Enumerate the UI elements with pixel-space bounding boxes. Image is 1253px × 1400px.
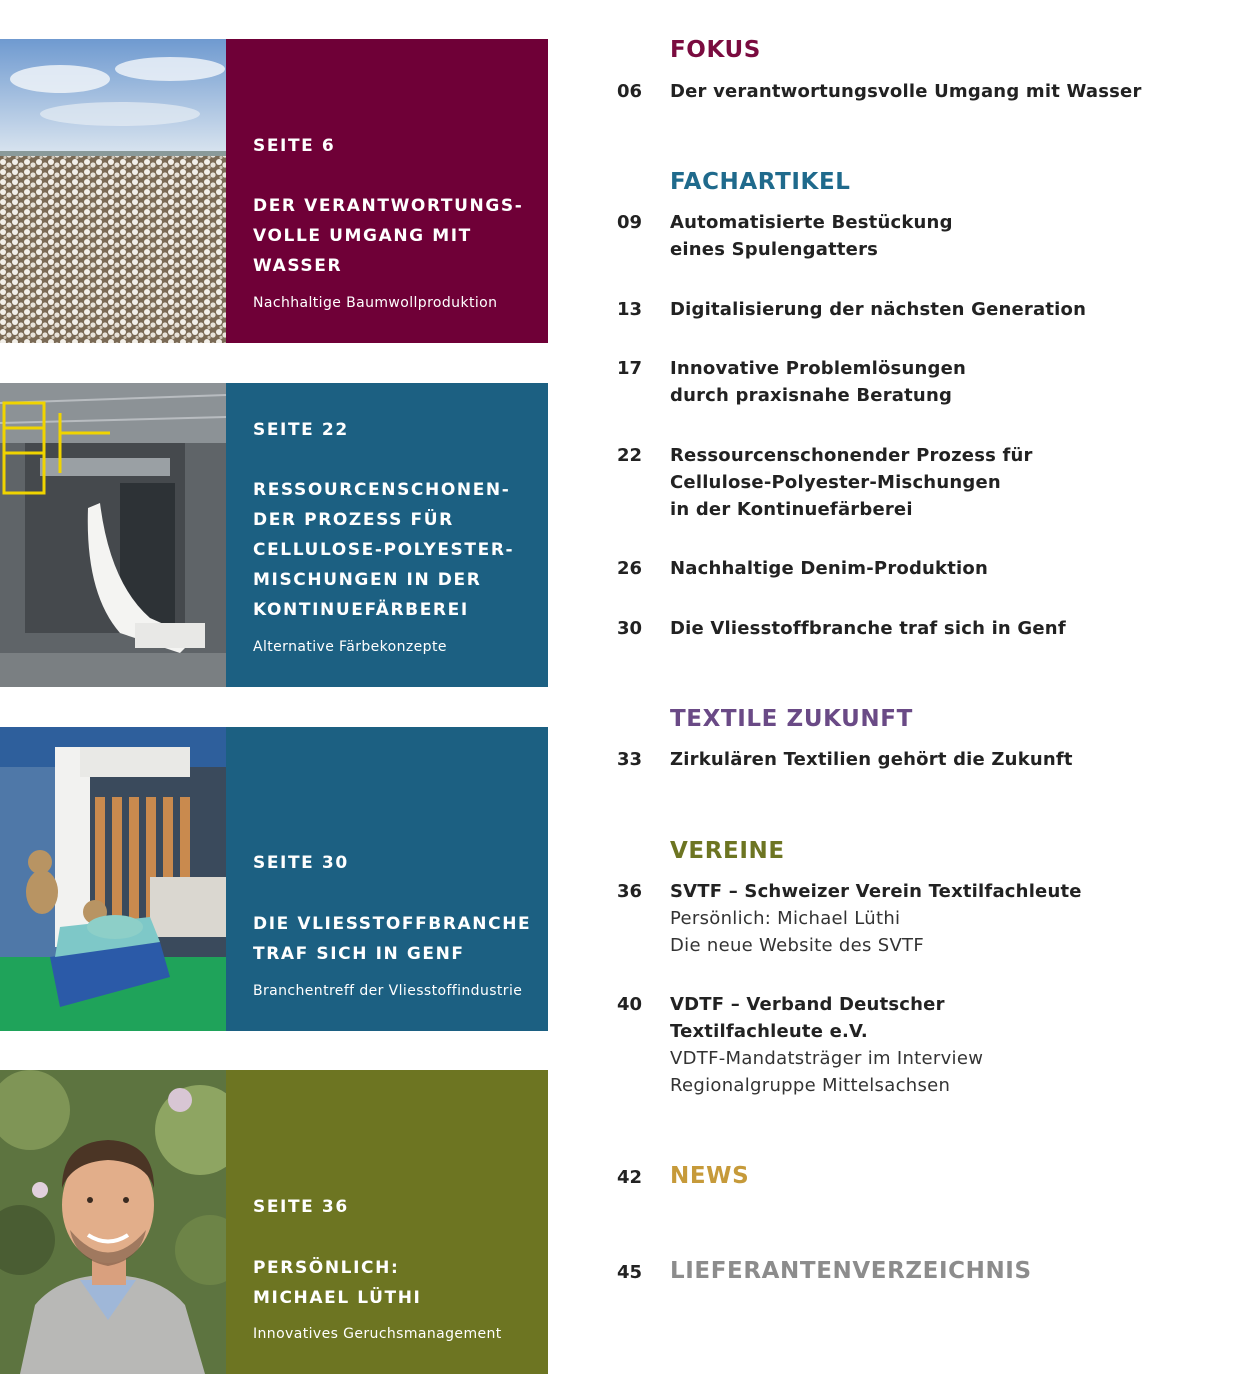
- feature-headline: PERSÖNLICH: MICHAEL LÜTHI: [253, 1258, 422, 1308]
- feature-headline: DIE VLIESSTOFFBRANCHE TRAF SICH IN GENF: [253, 914, 532, 964]
- feature-headline: DER VERANTWORTUNGS- VOLLE UMGANG MIT WASSER: [253, 196, 524, 276]
- toc-entry-title[interactable]: VDTF – Verband Deutscher Textilfachleute e.V.: [670, 994, 945, 1042]
- dyeing-machine-photo: [0, 383, 226, 687]
- toc-entry-subtitle[interactable]: Regionalgruppe Mittelsachsen: [670, 1075, 951, 1096]
- toc-entry-title[interactable]: Nachhaltige Denim-Produktion: [670, 558, 988, 579]
- feature-card-seite-30[interactable]: [0, 727, 548, 1031]
- page-reference: SEITE 22: [253, 420, 349, 440]
- toc-page-number: 33: [617, 749, 643, 770]
- toc-page-number: 22: [617, 445, 643, 466]
- feature-card-seite-36[interactable]: [0, 1070, 548, 1374]
- toc-page-number: 45: [617, 1262, 643, 1283]
- feature-subtitle: Innovatives Geruchsmanagement: [253, 1326, 502, 1342]
- page-reference: SEITE 30: [253, 853, 349, 873]
- section-heading-vereine: VEREINE: [670, 838, 785, 864]
- toc-entry-title[interactable]: Zirkulären Textilien gehört die Zukunft: [670, 749, 1073, 770]
- portrait-photo: [0, 1070, 226, 1374]
- toc-entry-title[interactable]: Digitalisierung der nächsten Generation: [670, 299, 1087, 320]
- toc-entry-title[interactable]: Ressourcenschonender Prozess für Cellulose-Polyester-Mischungen in der Kontinuefärberei: [670, 445, 1033, 520]
- toc-page-number: 06: [617, 81, 643, 102]
- section-heading-news[interactable]: NEWS: [670, 1163, 750, 1189]
- feature-subtitle: Branchentreff der Vliesstoffindustrie: [253, 983, 523, 999]
- feature-card-panel: [226, 1070, 548, 1374]
- toc-page-number: 26: [617, 558, 643, 579]
- toc-entry-title[interactable]: Automatisierte Bestückung eines Spulengatters: [670, 212, 953, 260]
- feature-card-panel: [226, 383, 548, 687]
- toc-entry-subtitle[interactable]: Die neue Website des SVTF: [670, 935, 925, 956]
- toc-entry-title[interactable]: Die Vliesstoffbranche traf sich in Genf: [670, 618, 1066, 639]
- feature-card-seite-22[interactable]: [0, 383, 548, 687]
- toc-page-number: 36: [617, 881, 643, 902]
- toc-entry-title[interactable]: SVTF – Schweizer Verein Textilfachleute: [670, 881, 1082, 902]
- toc-page-number: 40: [617, 994, 643, 1015]
- feature-card-panel: [226, 39, 548, 343]
- section-heading-textile-zukunft: TEXTILE ZUKUNFT: [670, 706, 913, 732]
- trade-fair-booth-photo: [0, 727, 226, 1031]
- toc-entry-subtitle[interactable]: Persönlich: Michael Lüthi: [670, 908, 901, 929]
- page-reference: SEITE 36: [253, 1197, 349, 1217]
- feature-subtitle: Nachhaltige Baumwollproduktion: [253, 295, 498, 311]
- feature-card-seite-6[interactable]: [0, 39, 548, 343]
- toc-page-number: 30: [617, 618, 643, 639]
- feature-subtitle: Alternative Färbekonzepte: [253, 639, 447, 655]
- section-heading-fachartikel: FACHARTIKEL: [670, 169, 851, 195]
- toc-page-number: 42: [617, 1167, 643, 1188]
- toc-entry-title[interactable]: Innovative Problemlösungen durch praxisnahe Beratung: [670, 358, 966, 406]
- section-heading-fokus: FOKUS: [670, 37, 761, 63]
- toc-entry-title[interactable]: Der verantwortungsvolle Umgang mit Wasser: [670, 81, 1142, 102]
- toc-entry-subtitle[interactable]: VDTF-Mandatsträger im Interview: [670, 1048, 984, 1069]
- page-reference: SEITE 6: [253, 136, 336, 156]
- toc-page-number: 17: [617, 358, 643, 379]
- toc-page-number: 13: [617, 299, 643, 320]
- cotton-field-photo: [0, 39, 226, 343]
- feature-headline: RESSOURCENSCHONEN- DER PROZESS FÜR CELLULOSE-POLYESTER- MISCHUNGEN IN DER KONTINUEFÄRBEREI: [253, 480, 515, 620]
- section-heading-lieferantenverzeichnis[interactable]: LIEFERANTENVERZEICHNIS: [670, 1258, 1032, 1284]
- feature-card-panel: [226, 727, 548, 1031]
- toc-page-number: 09: [617, 212, 643, 233]
